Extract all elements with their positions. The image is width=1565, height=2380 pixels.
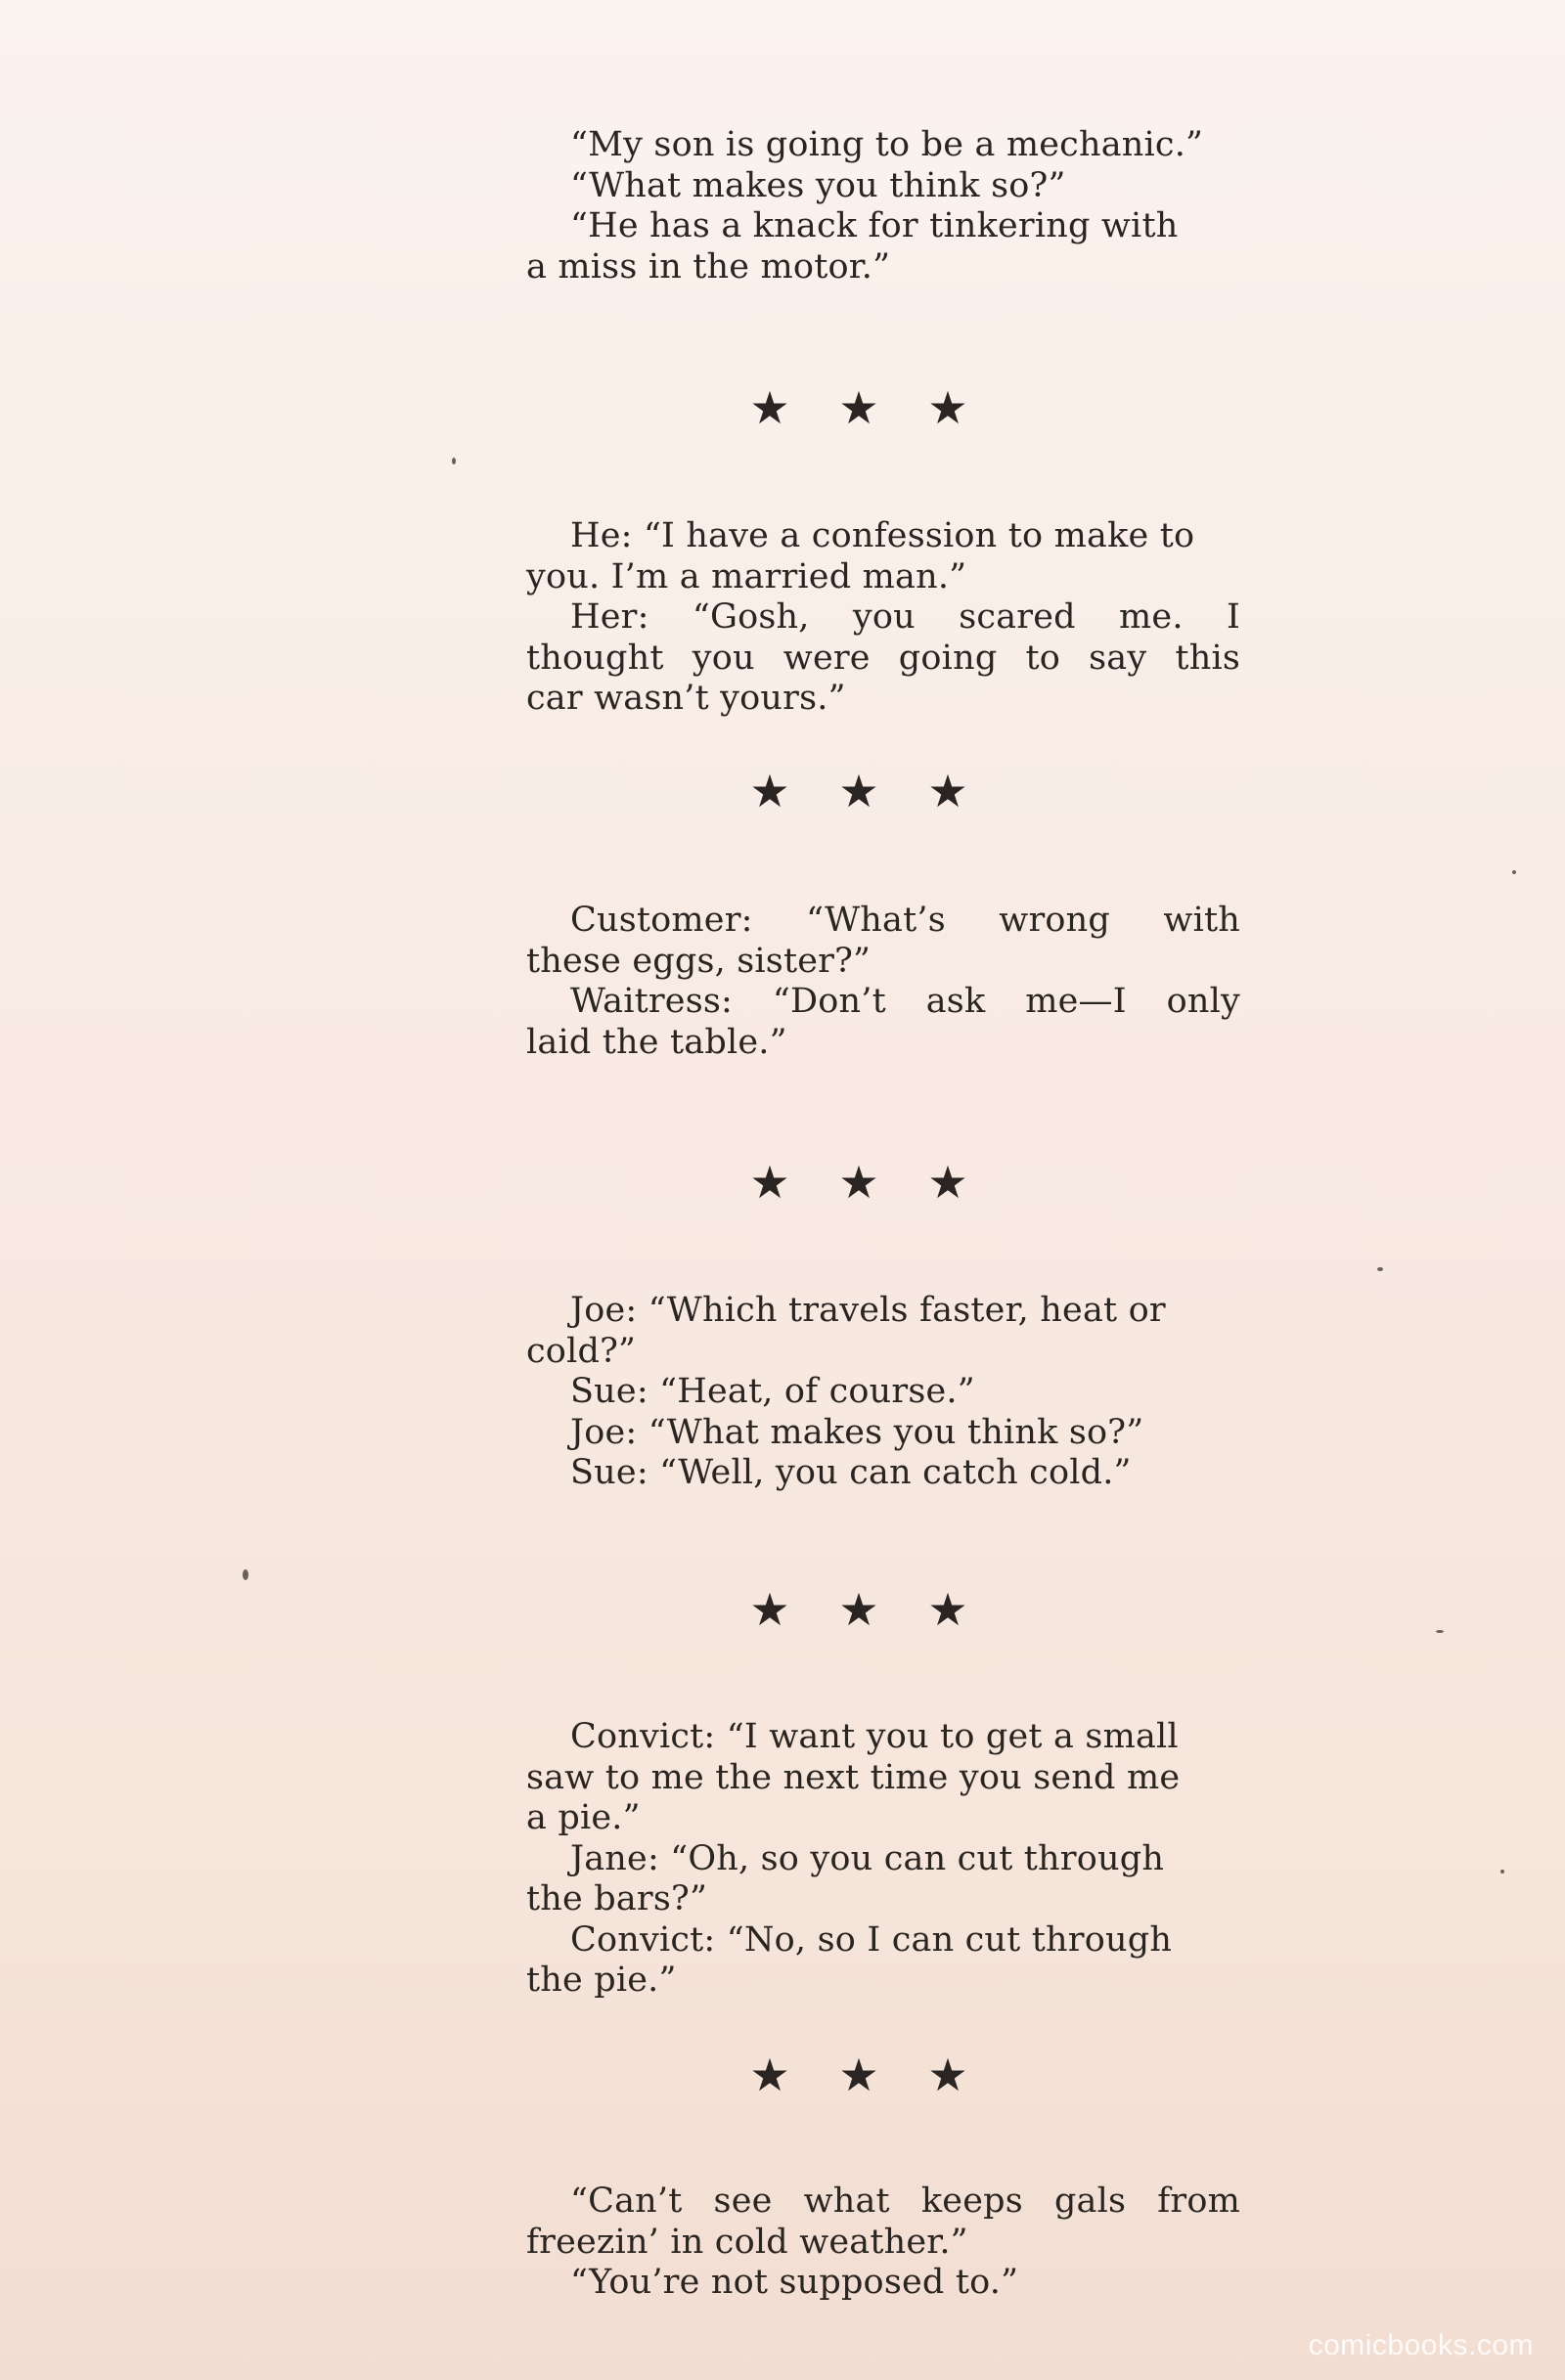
watermark: comicbooks.com xyxy=(1308,2329,1534,2361)
joke-line: Joe: “Which travels faster, heat or xyxy=(570,1291,1166,1330)
paper-speck xyxy=(1377,1267,1383,1271)
joke-line: the bars?” xyxy=(526,1879,708,1918)
joke-line: freezin’ in cold weather.” xyxy=(526,2222,968,2262)
joke-line: saw to me the next time you send me xyxy=(526,1757,1181,1797)
paper-speck xyxy=(243,1569,248,1580)
star-icon: ★ xyxy=(927,1156,968,1209)
joke-line: “Can’t see what keeps gals from xyxy=(570,2182,1240,2221)
joke-line: “You’re not supposed to.” xyxy=(570,2263,1019,2302)
joke-line: Joe: “What makes you think so?” xyxy=(570,1412,1144,1452)
paper-speck xyxy=(1500,1870,1504,1873)
star-icon: ★ xyxy=(927,381,968,434)
paper-speck xyxy=(1512,870,1516,874)
joke-line: “My son is going to be a mechanic.” xyxy=(570,125,1204,164)
joke-line: Her: “Gosh, you scared me. I xyxy=(570,597,1240,637)
joke-line: a miss in the motor.” xyxy=(526,246,891,286)
joke-line: a pie.” xyxy=(526,1798,641,1837)
star-icon: ★ xyxy=(749,765,790,817)
star-icon: ★ xyxy=(927,765,968,817)
separator-stars xyxy=(746,1156,971,1209)
joke-line: cold?” xyxy=(526,1331,637,1371)
joke-line: Convict: “No, so I can cut through xyxy=(570,1919,1173,1960)
joke-line: you. I’m a married man.” xyxy=(526,556,967,596)
star-icon: ★ xyxy=(838,381,879,434)
star-icon: ★ xyxy=(749,381,790,434)
separator-stars xyxy=(746,1583,971,1636)
joke-line: Sue: “Heat, of course.” xyxy=(570,1372,975,1411)
joke-line: He: “I have a confession to make to xyxy=(570,516,1195,555)
star-icon: ★ xyxy=(927,1583,968,1636)
joke-line: Convict: “I want you to get a small xyxy=(570,1717,1179,1756)
separator-stars xyxy=(746,381,971,434)
joke-line: these eggs, sister?” xyxy=(526,941,872,981)
star-icon: ★ xyxy=(749,1583,790,1636)
joke-line: Sue: “Well, you can catch cold.” xyxy=(570,1453,1132,1492)
separator-stars xyxy=(746,765,971,817)
joke-1 xyxy=(526,125,1240,287)
joke-line: Waitress: “Don’t ask me—I only xyxy=(570,982,1240,1021)
joke-5 xyxy=(526,1717,1240,2002)
joke-4 xyxy=(526,1291,1240,1494)
star-icon: ★ xyxy=(927,2049,968,2101)
joke-line: Jane: “Oh, so you can cut through xyxy=(570,1838,1165,1878)
paper-speck xyxy=(1436,1630,1444,1633)
joke-line: “What makes you think so?” xyxy=(570,165,1066,205)
joke-line: “He has a knack for tinkering with xyxy=(570,206,1179,245)
star-icon: ★ xyxy=(838,765,879,817)
joke-line: Customer: “What’s wrong with xyxy=(570,901,1240,940)
joke-line: car wasn’t yours.” xyxy=(526,679,846,718)
joke-line: the pie.” xyxy=(526,1961,677,2000)
paper-speck xyxy=(452,458,456,464)
separator-stars xyxy=(746,2049,971,2101)
star-icon: ★ xyxy=(749,2049,790,2101)
star-icon: ★ xyxy=(749,1156,790,1209)
star-icon: ★ xyxy=(838,1583,879,1636)
joke-line: thought you were going to say this xyxy=(526,638,1240,678)
joke-2 xyxy=(526,516,1240,720)
star-icon: ★ xyxy=(838,2049,879,2101)
joke-6 xyxy=(526,2182,1240,2304)
joke-line: laid the table.” xyxy=(526,1022,787,1062)
star-icon: ★ xyxy=(838,1156,879,1209)
joke-3 xyxy=(526,901,1240,1063)
